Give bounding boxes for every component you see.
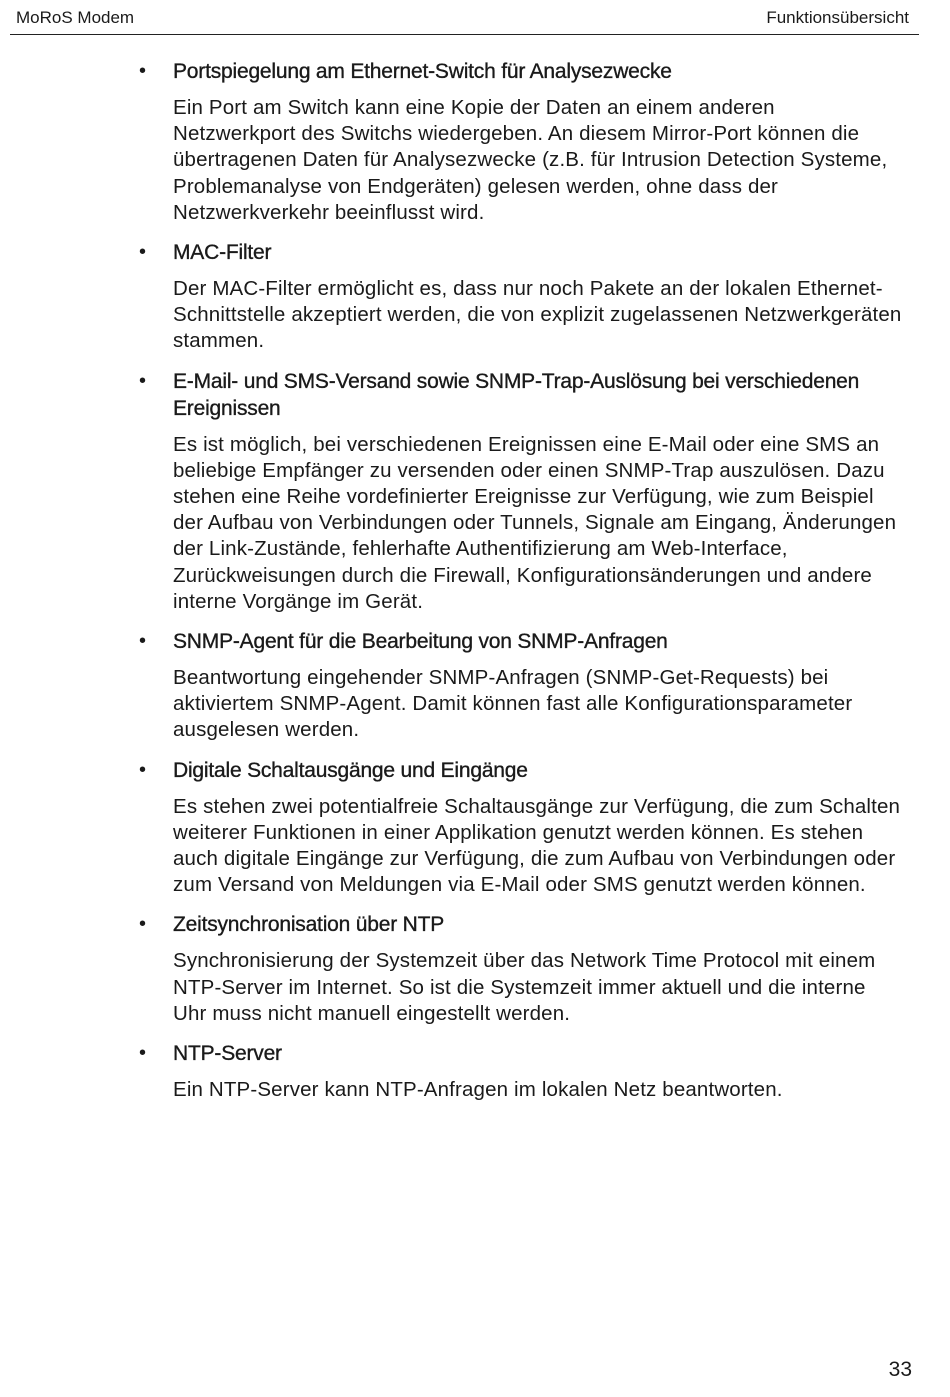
feature-description: Synchronisierung der Systemzeit über das Network Time Protocol mit einem NTP-Server im Internet. So ist die Systemzeit immer aktuell und die interne Uhr muss nicht manuell eingestellt werden. <box>173 949 876 1025</box>
feature-item <box>0 368 950 615</box>
bullet-icon: • <box>139 630 147 653</box>
feature-description: Beantwortung eingehender SNMP-Anfragen (SNMP-Get-Requests) bei aktiviertem SNMP-Agent. Damit können fast alle Konfigurationsparameter ausgelesen werden. <box>173 666 853 742</box>
feature-list <box>0 58 950 1116</box>
feature-item <box>0 757 950 899</box>
feature-title: Portspiegelung am Ethernet-Switch für Analysezwecke <box>173 60 672 83</box>
document-title: MoRoS Modem <box>16 8 135 27</box>
feature-item <box>0 58 950 226</box>
page-number: 33 <box>888 1358 912 1381</box>
feature-description: Ein NTP-Server kann NTP-Anfragen im lokalen Netz beantworten. <box>173 1078 783 1102</box>
feature-description: Es ist möglich, bei verschiedenen Ereignissen eine E-Mail oder eine SMS an beliebige Empfänger zu versenden oder einen SNMP-Trap auszulösen. Dazu stehen eine Reihe vordefinierter Ereignisse zur Verfügung, wie zum Beispiel der Aufbau von Verbindungen oder Tunnels, Signale am Eingang, Änderungen der Link-Zustände, fehlerhafte Authentifizierung am Web-Interface, Zurückweisungen durch die Firewall, Konfigurationsänderungen und andere interne Vorgänge im Gerät. <box>173 432 897 613</box>
bullet-icon: • <box>139 60 147 82</box>
bullet-icon: • <box>139 241 147 264</box>
page-header <box>10 0 919 35</box>
section-title: Funktionsübersicht <box>766 8 909 27</box>
bullet-icon: • <box>139 913 147 936</box>
feature-description: Der MAC-Filter ermöglicht es, dass nur noch Pakete an der lokalen Ethernet-Schnittstelle akzeptiert werden, die von explizit zugelassenen Netzwerkgeräten stammen. <box>173 277 902 353</box>
bullet-icon: • <box>139 1042 147 1065</box>
feature-title: MAC-Filter <box>173 241 272 265</box>
bullet-icon: • <box>139 369 147 392</box>
feature-item <box>0 628 950 744</box>
feature-title: Zeitsynchronisation über NTP <box>173 913 445 937</box>
feature-description: Es stehen zwei potentialfreie Schaltausgänge zur Verfügung, die zum Schalten weiterer Funktionen in einer Applikation genutzt werden können. Es stehen auch digitale Eingänge zur Verfügung, die zum Aufbau von Verbindungen oder zum Versand von Meldungen via E-Mail oder SMS genutzt werden können. <box>173 794 901 897</box>
feature-title: Digitale Schaltausgänge und Eingänge <box>173 758 528 782</box>
bullet-icon: • <box>139 758 147 781</box>
feature-item <box>0 911 950 1027</box>
feature-item <box>0 1040 950 1103</box>
feature-title: SNMP-Agent für die Bearbeitung von SNMP-Anfragen <box>173 630 668 654</box>
feature-item <box>0 239 950 355</box>
feature-title: NTP-Server <box>173 1042 282 1066</box>
feature-description: Ein Port am Switch kann eine Kopie der Daten an einem anderen Netzwerkport des Switchs wiedergeben. An diesem Mirror-Port können die übertragenen Daten für Analysezwecke (z.B. für Intrusion Detection Systeme, Problemanalyse von Endgeräten) gelesen werden, ohne dass der Netzwerkverkehr beeinflusst wird. <box>173 96 888 224</box>
feature-title: E-Mail- und SMS-Versand sowie SNMP-Trap-Auslösung bei verschiedenen Ereignissen <box>173 369 860 420</box>
